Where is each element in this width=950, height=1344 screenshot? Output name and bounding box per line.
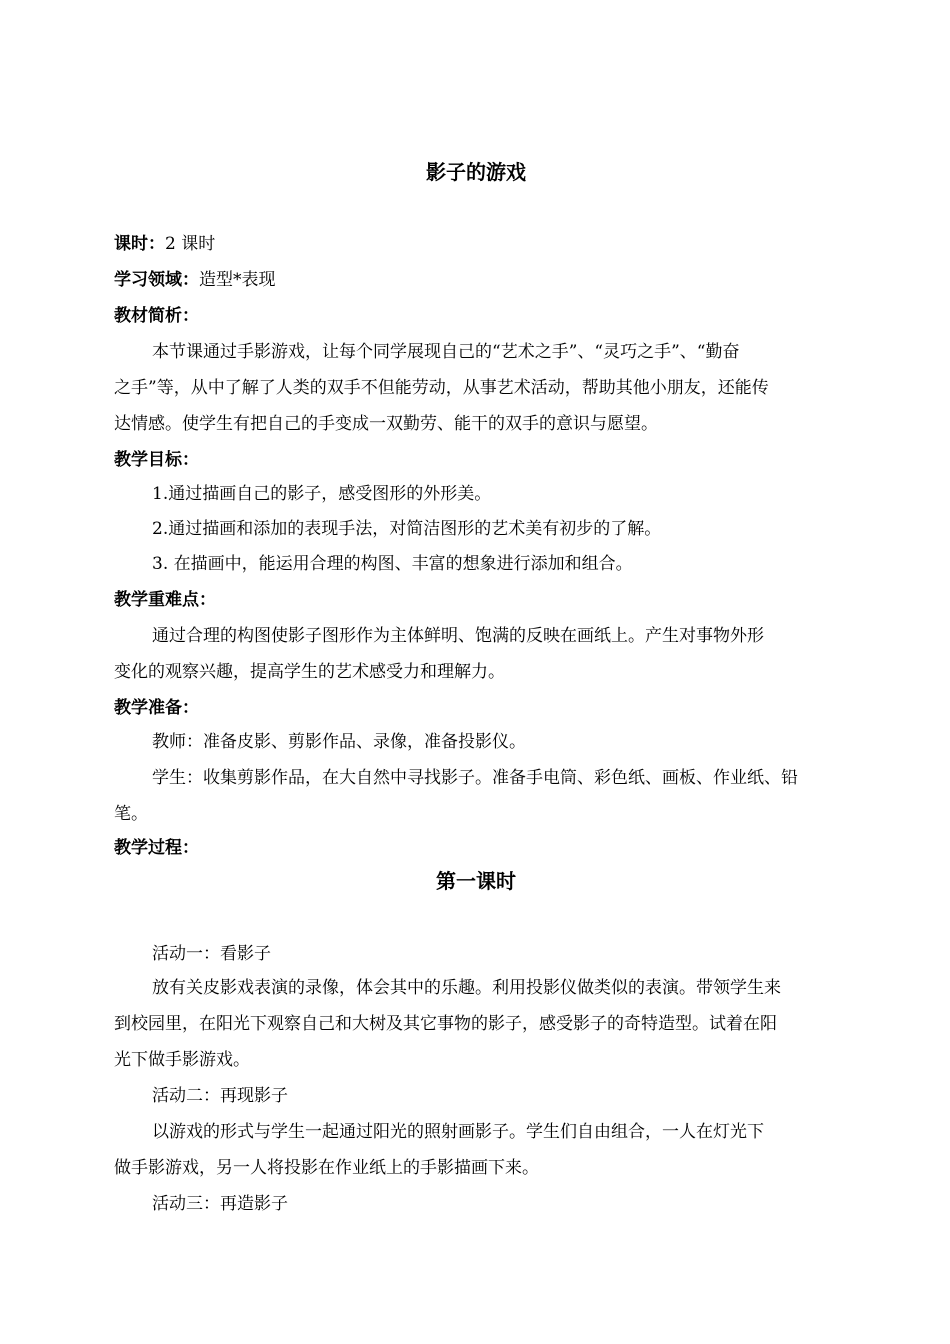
- goals-label: 教学目标：: [114, 450, 199, 470]
- preparation-teacher: 教师：准备皮影、剪影作品、录像，准备投影仪。: [152, 732, 526, 752]
- document-title: 影子的游戏: [426, 160, 526, 184]
- activity2-line: 以游戏的形式与学生一起通过阳光的照射画影子。学生们自由组合，一人在灯光下: [152, 1122, 764, 1142]
- key-points-label: 教学重难点：: [114, 590, 216, 610]
- activity2-line: 做手影游戏，另一人将投影在作业纸上的手影描画下来。: [114, 1158, 539, 1178]
- material-paragraph-line: 达情感。使学生有把自己的手变成一双勤劳、能干的双手的意识与愿望。: [114, 414, 658, 434]
- preparation-label: 教学准备：: [114, 698, 199, 718]
- activity3-title: 活动三：再造影子: [152, 1194, 288, 1214]
- domain-line: [114, 262, 838, 298]
- activity1-line: 到校园里，在阳光下观察自己和大树及其它事物的影子，感受影子的奇特造型。试着在阳: [114, 1014, 777, 1034]
- activity1-line: 光下做手影游戏。: [114, 1050, 250, 1070]
- process-label: 教学过程：: [114, 838, 199, 858]
- lesson-hours-line: [114, 226, 838, 262]
- activity2-title: 活动二：再现影子: [152, 1086, 288, 1106]
- lesson1-title: 第一课时: [436, 869, 516, 893]
- key-points-line: 变化的观察兴趣，提高学生的艺术感受力和理解力。: [114, 662, 505, 682]
- lesson-hours-value: 2 课时: [165, 234, 216, 254]
- activity1-line: 放有关皮影戏表演的录像，体会其中的乐趣。利用投影仪做类似的表演。带领学生来: [152, 978, 781, 998]
- preparation-student-line: 学生：收集剪影作品，在大自然中寻找影子。准备手电筒、彩色纸、画板、作业纸、铅: [152, 768, 798, 788]
- goal-item: 3. 在描画中，能运用合理的构图、丰富的想象进行添加和组合。: [152, 554, 633, 574]
- activity1-title: 活动一：看影子: [152, 944, 271, 964]
- material-paragraph-line: 本节课通过手影游戏，让每个同学展现自己的“艺术之手”、“灵巧之手”、“勤奋: [152, 342, 740, 362]
- lesson-hours-label: 课时：: [114, 234, 165, 254]
- key-points-line: 通过合理的构图使影子图形作为主体鲜明、饱满的反映在画纸上。产生对事物外形: [152, 626, 764, 646]
- goal-item: 2.通过描画和添加的表现手法，对简洁图形的艺术美有初步的了解。: [152, 519, 662, 539]
- material-paragraph-line: 之手”等，从中了解了人类的双手不但能劳动，从事艺术活动，帮助其他小朋友，还能传: [114, 378, 769, 398]
- goal-item: 1.通过描画自己的影子，感受图形的外形美。: [152, 484, 492, 504]
- domain-label: 学习领域：: [114, 270, 199, 290]
- domain-value: 造型*表现: [199, 270, 276, 290]
- preparation-student-line: 笔。: [114, 804, 148, 824]
- material-label: 教材简析：: [114, 306, 199, 326]
